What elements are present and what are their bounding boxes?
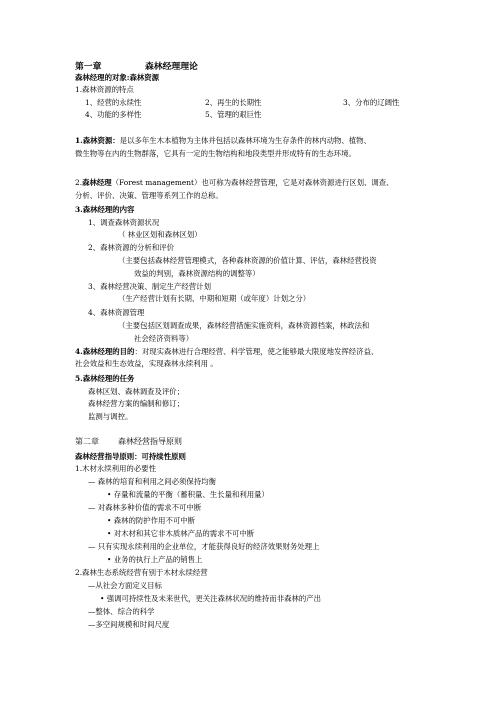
definition-forest-management: [75, 178, 394, 188]
list-item: —多空间规模和时间尺度: [88, 620, 170, 629]
features-heading: 1.森林资源的特点: [75, 85, 134, 94]
purpose-term: 4.森林经理的目的: [75, 347, 135, 356]
chapter1-title-number: 第一章: [75, 62, 102, 72]
list-item: — 只有实现永续利用的企业单位，才能获得良好的经济效果财务处理上: [88, 542, 320, 551]
chapter2-title-text: 森林经营指导原则: [118, 437, 182, 446]
content-item: 1、调查森林资源状况: [88, 218, 160, 227]
task-item: 监测与调控。: [88, 412, 133, 421]
content-item: 4、森林资源管理: [88, 308, 145, 317]
content-note: 社会经济资料等）: [134, 334, 194, 343]
list-item: —从社会方面定义目标: [88, 581, 162, 590]
content-note: 效益的判别，森林资源结构的调整等）: [134, 269, 260, 278]
chapter1-title-text: 森林经理理论: [145, 62, 198, 72]
content-heading: 3.森林经理的内容: [75, 205, 135, 214]
feature-item: 5、管理的艰巨性: [205, 110, 262, 119]
feature-item: 3、分布的辽阔性: [343, 98, 400, 107]
content-note: （ 林业区划和森林区划）: [118, 230, 202, 239]
content-note: （生产经营计划有长期、中期和短期（或年度）计划之分）: [118, 294, 311, 303]
bullet-item: • 业务的执行上产品的销售上: [107, 555, 203, 564]
task-heading: 5.森林经理的任务: [75, 374, 135, 383]
purpose-text-line: 社会效益和生态效益，实现森林永续利用 。: [75, 359, 218, 368]
purpose-text: ：对现实森林进行合理经营、科学管理，使之能够最大限度地发挥经济益、: [134, 347, 379, 356]
feature-item: 1、经营的永续性: [85, 98, 142, 107]
feature-item: 4、功能的多样性: [85, 110, 142, 119]
purpose-paragraph: [75, 347, 378, 357]
list-item: —整体、综合的科学: [88, 607, 155, 616]
definition-text: （Forest management）也可称为森林经营管理，它是对森林资源进行区划、调查、: [111, 178, 394, 187]
list-item: — 森林的培育和利用之间必须保持均衡: [88, 477, 216, 486]
definition-text: 是以多年生木本植物为主体并包括以森林环境为生存条件的林内动物、植物、: [119, 136, 371, 145]
subsection-heading: 1.木材永续利用的必要性: [75, 464, 156, 473]
bullet-item: • 强调可持续性及未来世代，更关注森林状况的维持而非森林的产出: [100, 594, 322, 603]
task-item: 森林区划、森林调查及评价；: [88, 387, 185, 396]
definition-forest-resources: [75, 136, 371, 146]
content-note: （主要包括区划调查成果，森林经营措施实施资料，森林资源档案，林政法和: [118, 321, 370, 330]
definition-text-line: 微生物等在内的生物群落，它具有一定的生物结构和地段类型并形成特有的生态环境。: [75, 149, 356, 158]
subsection-heading: 2.森林生态系统经营有别于木材永续经营: [75, 568, 208, 577]
bullet-item: • 存量和流量的平衡（蓄积量、生长量和利用量）: [107, 490, 269, 499]
content-note: （主要包括森林经营管理模式，各种森林资源的价值计算、评估，森林经营投资: [118, 256, 377, 265]
list-item: — 对森林多种价值的需求不可中断: [88, 503, 202, 512]
chapter2-title-number: 第二章: [75, 437, 99, 446]
principle-heading: 森林经营指导原则：可持续性原则: [75, 452, 186, 461]
feature-item: 2、再生的长期性: [205, 98, 262, 107]
task-item: 森林经营方案的编制和修订；: [88, 399, 185, 408]
definition-text-line: 分析、评价、决策、管理等系列工作的总称。: [75, 191, 223, 200]
object-heading: 森林经理的对象:森林资源: [75, 73, 160, 82]
bullet-item: • 森林的防护作用不可中断: [107, 516, 196, 525]
definition-number: 2.: [75, 178, 83, 187]
content-item: 3、森林经营决策、制定生产经营计划: [88, 282, 211, 291]
bullet-item: • 对木材和其它非木质林产品的需求不可中断: [107, 529, 255, 538]
definition-term: 森林经理: [82, 178, 112, 187]
content-item: 2、森林资源的分析和评价: [88, 243, 175, 252]
definition-term: 1.森林资源：: [75, 136, 120, 145]
